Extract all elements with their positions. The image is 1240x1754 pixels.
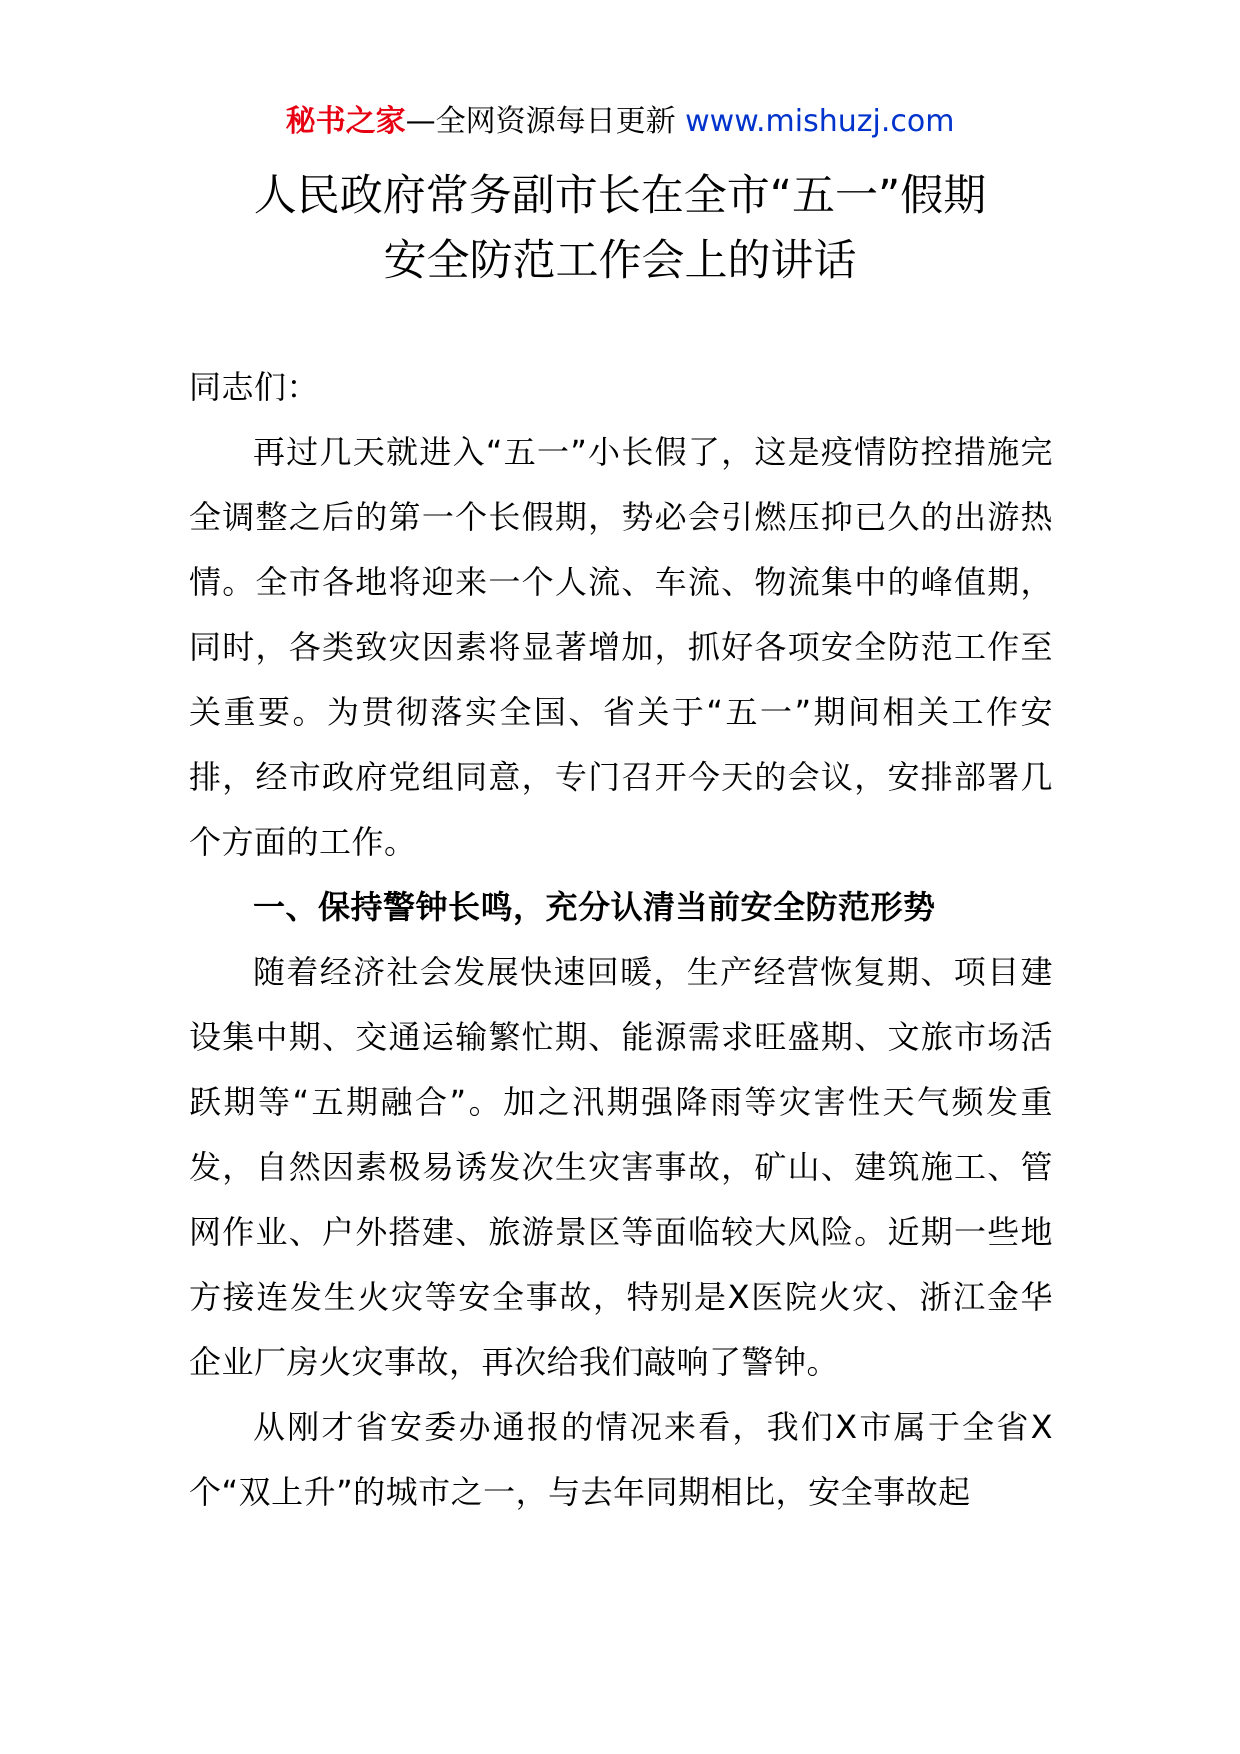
- section-heading-1: 一、保持警钟长鸣，充分认清当前安全防范形势: [253, 888, 936, 926]
- title-line-2: 安全防范工作会上的讲话: [383, 236, 857, 286]
- paragraph-situation: 随着经济社会发展快速回暖，生产经营恢复期、项目建设集中期、交通运输繁忙期、能源需求旺盛期、文旅市场活跃期等“五期融合”。加之汛期强降雨等灾害性天气频发重发，自然因素极易诱发次生灾害事故，矿山、建筑施工、管网作业、户外搭建、旅游景区等面临较大风险。近期一些地方接连发生火灾等安全事故，特别是X医院火灾、浙江金华企业厂房火灾事故，再次给我们敲响了警钟。: [189, 953, 1053, 1381]
- site-brand: 秘书之家: [285, 104, 406, 139]
- title-line-1: 人民政府常务副市长在全市“五一”假期: [253, 171, 987, 221]
- site-url[interactable]: www.mishuzj.com: [685, 104, 955, 139]
- site-slogan: —全网资源每日更新: [405, 104, 686, 139]
- paragraph-intro: 再过几天就进入“五一”小长假了，这是疫情防控措施完全调整之后的第一个长假期，势必会引燃压抑已久的出游热情。全市各地将迎来一个人流、车流、物流集中的峰值期，同时，各类致灾因素将显著增加，抓好各项安全防范工作至关重要。为贯彻落实全国、省关于“五一”期间相关工作安排，经市政府党组同意，专门召开今天的会议，安排部署几个方面的工作。: [189, 433, 1053, 861]
- document-title: [0, 164, 1240, 294]
- site-banner: [0, 100, 1240, 144]
- paragraph-report: 从刚才省安委办通报的情况来看，我们X市属于全省X个“双上升”的城市之一，与去年同期相比，安全事故起: [189, 1408, 1053, 1511]
- document-body: [189, 355, 1053, 1525]
- salutation: 同志们：: [189, 368, 320, 406]
